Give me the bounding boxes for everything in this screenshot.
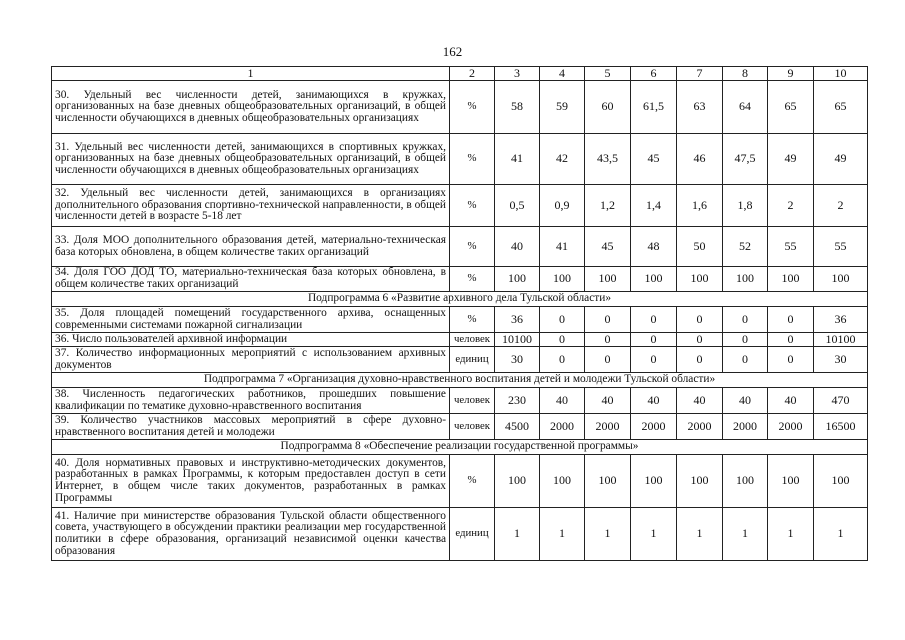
indicator-name: 40. Доля нормативных правовых и инструктивно-методических документов, разработанных в рамках Программы, к которым предоставлен доступ в сети Интернет, в общем числе таких документов, разработанных в рамках Программы xyxy=(52,455,450,508)
table-body xyxy=(52,67,868,561)
value-cell: 40 xyxy=(677,388,723,414)
unit-cell: % xyxy=(450,185,495,227)
table-row xyxy=(52,388,868,414)
value-cell: 10100 xyxy=(814,333,868,347)
value-cell: 1 xyxy=(814,508,868,561)
unit-cell: % xyxy=(450,81,495,134)
value-cell: 100 xyxy=(814,455,868,508)
value-cell: 470 xyxy=(814,388,868,414)
value-cell: 0,5 xyxy=(495,185,540,227)
value-cell: 0 xyxy=(768,307,814,333)
value-cell: 4500 xyxy=(495,414,540,440)
unit-cell: единиц xyxy=(450,508,495,561)
unit-cell: % xyxy=(450,455,495,508)
value-cell: 10100 xyxy=(495,333,540,347)
value-cell: 2000 xyxy=(677,414,723,440)
subprogram-title: Подпрограмма 8 «Обеспечение реализации государственной программы» xyxy=(52,440,868,455)
value-cell: 55 xyxy=(768,227,814,267)
value-cell: 40 xyxy=(768,388,814,414)
value-cell: 60 xyxy=(585,81,631,134)
indicator-name: 35. Доля площадей помещений государственного архива, оснащенных современными системами пожарной сигнализации xyxy=(52,307,450,333)
value-cell: 1 xyxy=(768,508,814,561)
header-row xyxy=(52,67,868,81)
table-row xyxy=(52,227,868,267)
unit-cell: % xyxy=(450,267,495,292)
value-cell: 45 xyxy=(585,227,631,267)
header-cell: 2 xyxy=(450,67,495,81)
value-cell: 36 xyxy=(814,307,868,333)
unit-cell: единиц xyxy=(450,347,495,373)
value-cell: 0 xyxy=(585,333,631,347)
subprogram-title: Подпрограмма 6 «Развитие архивного дела Тульской области» xyxy=(52,292,868,307)
value-cell: 52 xyxy=(723,227,768,267)
table-row xyxy=(52,185,868,227)
subprogram-title: Подпрограмма 7 «Организация духовно-нравственного воспитания детей и молодежи Тульской области» xyxy=(52,373,868,388)
value-cell: 100 xyxy=(585,267,631,292)
indicator-name: 41. Наличие при министерстве образования Тульской области общественного совета, участвующего в обсуждении практики реализации мер государственной политики в сфере образования, организаций независимой оценки качества образования xyxy=(52,508,450,561)
value-cell: 1 xyxy=(677,508,723,561)
subprogram-row xyxy=(52,440,868,455)
value-cell: 0 xyxy=(723,307,768,333)
value-cell: 50 xyxy=(677,227,723,267)
value-cell: 61,5 xyxy=(631,81,677,134)
value-cell: 100 xyxy=(540,267,585,292)
value-cell: 58 xyxy=(495,81,540,134)
table-row xyxy=(52,333,868,347)
value-cell: 0 xyxy=(677,347,723,373)
value-cell: 0 xyxy=(631,347,677,373)
indicator-name: 33. Доля МОО дополнительного образования детей, материально-техническая база которых обновлена, в общем количестве таких организаций xyxy=(52,227,450,267)
table-row xyxy=(52,81,868,134)
value-cell: 65 xyxy=(814,81,868,134)
value-cell: 30 xyxy=(814,347,868,373)
indicator-name: 38. Численность педагогических работников, прошедших повышение квалификации по тематике духовно-нравственного воспитания xyxy=(52,388,450,414)
value-cell: 0 xyxy=(585,307,631,333)
value-cell: 100 xyxy=(495,455,540,508)
value-cell: 1 xyxy=(540,508,585,561)
value-cell: 41 xyxy=(495,134,540,185)
value-cell: 0 xyxy=(585,347,631,373)
unit-cell: человек xyxy=(450,414,495,440)
unit-cell: человек xyxy=(450,388,495,414)
header-cell: 6 xyxy=(631,67,677,81)
value-cell: 0 xyxy=(677,333,723,347)
header-cell: 7 xyxy=(677,67,723,81)
table-row xyxy=(52,134,868,185)
value-cell: 16500 xyxy=(814,414,868,440)
value-cell: 0 xyxy=(540,333,585,347)
value-cell: 0 xyxy=(540,347,585,373)
indicator-name: 31. Удельный вес численности детей, занимающихся в спортивных кружках, организованных на базе дневных общеобразовательных организаций, в общей численности обучающихся в дневных общеобразовательных организациях xyxy=(52,134,450,185)
header-cell: 4 xyxy=(540,67,585,81)
unit-cell: % xyxy=(450,227,495,267)
value-cell: 100 xyxy=(677,267,723,292)
value-cell: 230 xyxy=(495,388,540,414)
indicator-name: 39. Количество участников массовых мероприятий в сфере духовно-нравственного воспитания детей и молодежи xyxy=(52,414,450,440)
value-cell: 30 xyxy=(495,347,540,373)
value-cell: 2 xyxy=(768,185,814,227)
value-cell: 1 xyxy=(585,508,631,561)
header-cell: 3 xyxy=(495,67,540,81)
value-cell: 42 xyxy=(540,134,585,185)
value-cell: 64 xyxy=(723,81,768,134)
value-cell: 100 xyxy=(585,455,631,508)
value-cell: 48 xyxy=(631,227,677,267)
value-cell: 0 xyxy=(723,347,768,373)
value-cell: 55 xyxy=(814,227,868,267)
value-cell: 2000 xyxy=(723,414,768,440)
value-cell: 1 xyxy=(723,508,768,561)
value-cell: 0 xyxy=(723,333,768,347)
value-cell: 41 xyxy=(540,227,585,267)
value-cell: 40 xyxy=(585,388,631,414)
indicator-name: 36. Число пользователей архивной информации xyxy=(52,333,450,347)
value-cell: 1,4 xyxy=(631,185,677,227)
table-row xyxy=(52,307,868,333)
value-cell: 100 xyxy=(677,455,723,508)
table-row xyxy=(52,455,868,508)
value-cell: 1 xyxy=(495,508,540,561)
table-row xyxy=(52,347,868,373)
value-cell: 100 xyxy=(495,267,540,292)
value-cell: 49 xyxy=(768,134,814,185)
value-cell: 0 xyxy=(768,333,814,347)
header-cell: 10 xyxy=(814,67,868,81)
page-number: 162 xyxy=(442,44,463,59)
value-cell: 49 xyxy=(814,134,868,185)
value-cell: 2000 xyxy=(585,414,631,440)
value-cell: 2000 xyxy=(631,414,677,440)
value-cell: 100 xyxy=(723,455,768,508)
value-cell: 0 xyxy=(631,333,677,347)
value-cell: 40 xyxy=(540,388,585,414)
table-row xyxy=(52,267,868,292)
value-cell: 0 xyxy=(540,307,585,333)
value-cell: 1,6 xyxy=(677,185,723,227)
value-cell: 40 xyxy=(631,388,677,414)
value-cell: 100 xyxy=(814,267,868,292)
value-cell: 65 xyxy=(768,81,814,134)
value-cell: 45 xyxy=(631,134,677,185)
value-cell: 100 xyxy=(768,267,814,292)
value-cell: 36 xyxy=(495,307,540,333)
value-cell: 40 xyxy=(723,388,768,414)
value-cell: 2000 xyxy=(768,414,814,440)
header-cell: 5 xyxy=(585,67,631,81)
value-cell: 100 xyxy=(723,267,768,292)
value-cell: 40 xyxy=(495,227,540,267)
value-cell: 1,8 xyxy=(723,185,768,227)
header-cell: 9 xyxy=(768,67,814,81)
indicator-name: 34. Доля ГОО ДОД ТО, материально-техническая база которых обновлена, в общем количестве таких организаций xyxy=(52,267,450,292)
table-row xyxy=(52,414,868,440)
indicators-table xyxy=(51,66,868,561)
unit-cell: % xyxy=(450,134,495,185)
subprogram-row xyxy=(52,292,868,307)
header-cell: 8 xyxy=(723,67,768,81)
unit-cell: человек xyxy=(450,333,495,347)
value-cell: 2 xyxy=(814,185,868,227)
unit-cell: % xyxy=(450,307,495,333)
table-row xyxy=(52,508,868,561)
value-cell: 100 xyxy=(540,455,585,508)
subprogram-row xyxy=(52,373,868,388)
indicator-name: 32. Удельный вес численности детей, занимающихся в организациях дополнительного образования спортивно-технической направленности, в общей численности детей в возрасте 5-18 лет xyxy=(52,185,450,227)
value-cell: 1,2 xyxy=(585,185,631,227)
value-cell: 100 xyxy=(631,267,677,292)
value-cell: 2000 xyxy=(540,414,585,440)
value-cell: 43,5 xyxy=(585,134,631,185)
value-cell: 0 xyxy=(631,307,677,333)
value-cell: 59 xyxy=(540,81,585,134)
value-cell: 100 xyxy=(631,455,677,508)
value-cell: 0 xyxy=(677,307,723,333)
value-cell: 46 xyxy=(677,134,723,185)
indicator-name: 30. Удельный вес численности детей, занимающихся в кружках, организованных на базе дневных общеобразовательных организаций, в общей численности обучающихся в дневных общеобразовательных организациях xyxy=(52,81,450,134)
value-cell: 0,9 xyxy=(540,185,585,227)
value-cell: 1 xyxy=(631,508,677,561)
value-cell: 63 xyxy=(677,81,723,134)
value-cell: 100 xyxy=(768,455,814,508)
header-cell: 1 xyxy=(52,67,450,81)
value-cell: 0 xyxy=(768,347,814,373)
value-cell: 47,5 xyxy=(723,134,768,185)
indicator-name: 37. Количество информационных мероприятий с использованием архивных документов xyxy=(52,347,450,373)
